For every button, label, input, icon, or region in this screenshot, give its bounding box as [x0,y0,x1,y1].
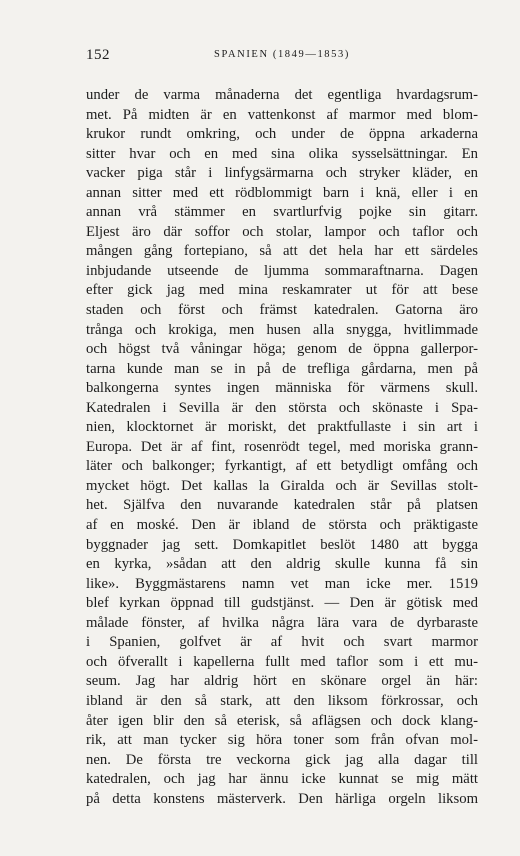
text-line: het. Själfva den nuvarande katedralen står på platsen [86,497,478,514]
text-line: en kyrka, »sådan att den aldrig skulle kunna få sin [86,556,478,573]
text-line: nien, klocktornet är moriskt, det praktfullaste i sin art i [86,419,478,436]
text-line: blef kyrkan öppnad till gudstjänst. — Den är götisk med [86,595,478,612]
text-line: mycket högt. Det kallas la Giralda och är Sevillas stolt- [86,477,478,494]
text-line: mången gång fortepiano, så att det hela har ett särdeles [86,243,478,260]
text-line: läter och balkonger; fyrkantigt, af ett betydligt omfång och [86,458,478,475]
text-line: sitter hvar och en med sina olika sysselsättningar. En [86,145,478,162]
text-line: åter igen blir den så eterisk, så aflägsen och dock klang- [86,712,478,729]
text-line: och öfverallt i kapellerna fullt med taflor som i ett mu- [86,653,478,670]
text-line: tarna kunde man se in på de trefliga gårdarna, men på [86,360,478,377]
text-line: efter gick jag med mina reskamrater ut för att bese [86,282,478,299]
text-line: Europa. Det är af fint, rosenrödt tegel, med moriska grann- [86,438,478,455]
text-line: met. På midten är en vattenkonst af marmor med blom- [86,106,478,123]
text-line: nen. De första tre veckorna gick jag alla dagar till [86,751,478,768]
text-line: Katedralen i Sevilla är den största och skönaste i Spa- [86,399,478,416]
text-line: annan vrå stämmer en svartlurfvig pojke sin gitarr. [86,204,478,221]
text-line: rik, att man tycker sig höra toner som från ofvan mol- [86,732,478,749]
text-line: under de varma månaderna det egentliga hvardagsrum- [86,87,478,103]
text-line: krukor rundt omkring, och under de öppna arkaderna [86,126,478,143]
text-line: och högst två våningar höga; genom de öppna gallerpor- [86,341,478,358]
text-line: ibland är den så stark, att den liksom förkrossar, och [86,692,478,709]
text-line: inbjudande utseende de ljumma sommaraftnarna. Dagen [86,262,478,279]
text-line: vacker piga står i linfygsärmarna och stryker kläder, en [86,165,478,182]
text-line: trånga och krokiga, men husen alla snygga, hvitlimmade [86,321,478,338]
text-line: like». Byggmästarens namn vet man icke mer. 1519 [86,575,478,592]
text-line: på detta konstens mästerverk. Den härliga orgeln liksom [86,790,478,807]
running-header [86,47,478,67]
text-line: af en moské. Den är ibland de största och präktigaste [86,517,478,534]
running-title: SPANIEN (1849—1853) [214,49,350,60]
text-line: seum. Jag har aldrig hört en skönare orgel än här: [86,673,478,690]
text-line: katedralen, och jag har ännu icke kunnat se mig mätt [86,771,478,788]
text-line: byggnader jag sett. Domkapitlet beslöt 1480 att bygga [86,536,478,553]
text-line: målade fönster, af hvilka några lära vara de dyrbaraste [86,614,478,631]
text-line: balkongerna syntes ingen människa för värmens skull. [86,380,478,397]
text-line: Eljest äro där soffor och stolar, lampor och taflor och [86,223,478,240]
text-line: i Spanien, golfvet är af hvit och svart marmor [86,634,478,651]
text-line: staden och först och främst katedralen. Gatorna äro [86,302,478,319]
text-line: annan sitter med ett rödblommigt barn i knä, eller i en [86,184,478,201]
body-text [86,86,478,809]
page-number: 152 [86,47,110,63]
